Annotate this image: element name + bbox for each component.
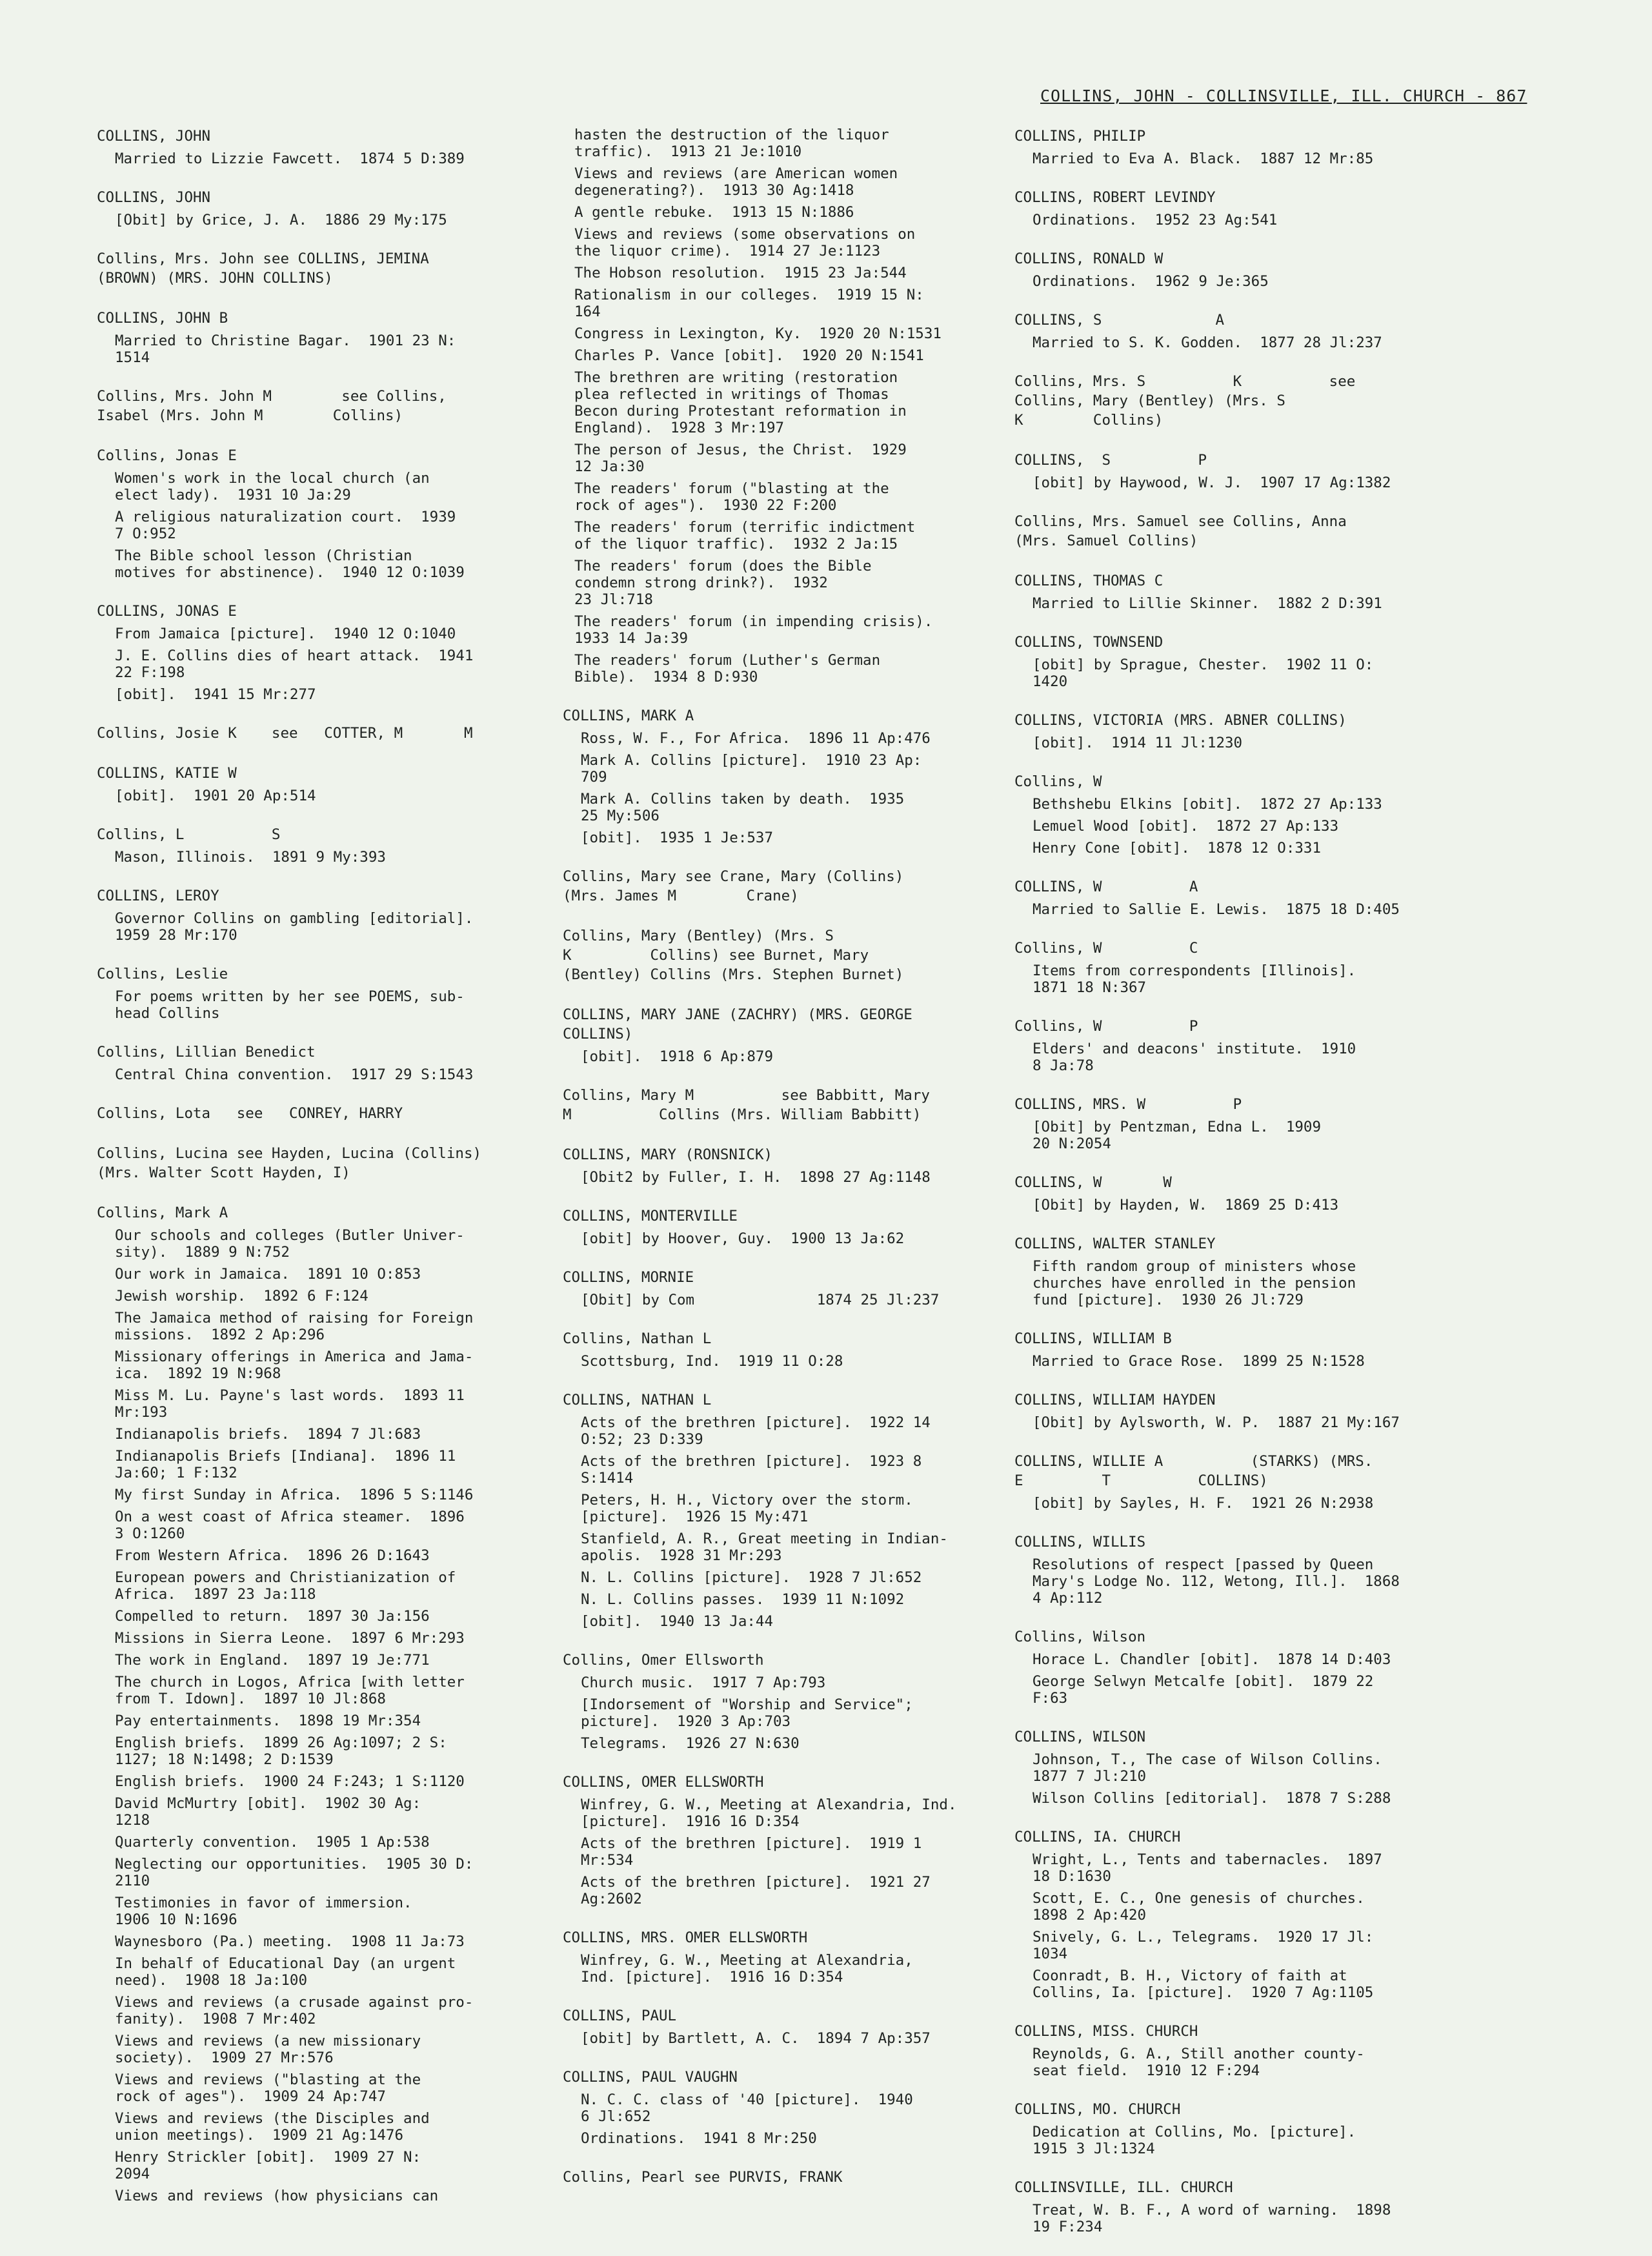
citation-line: Items from correspondents [Illinois]. 1871 18 N:367 <box>1032 962 1356 996</box>
index-entry <box>1014 1329 1518 1370</box>
citation-line: Fifth random group of ministers whose churches have enrolled in the pension fund [picture]. 1930 26 Jl:729 <box>1032 1258 1356 1308</box>
index-entry <box>563 2168 1066 2187</box>
entry-heading: COLLINS, OMER ELLSWORTH <box>563 1774 764 1791</box>
index-entry <box>1014 451 1518 491</box>
citation-line: Mason, Illinois. 1891 9 My:393 <box>115 849 386 866</box>
index-entry <box>1014 310 1518 351</box>
index-entry <box>1014 877 1518 918</box>
citation-line: Bethshebu Elkins [obit]. 1872 27 Ap:133 <box>1032 796 1382 813</box>
entry-heading: Collins, Josie K see COTTER, M M <box>97 725 473 742</box>
entry-heading: COLLINS, MISS. CHURCH <box>1014 2023 1198 2040</box>
index-entry <box>1014 1390 1518 1431</box>
citation-line: Acts of the brethren [picture]. 1922 14 O:52; 23 D:339 <box>581 1414 931 1448</box>
citation-line: David McMurtry [obit]. 1902 30 Ag: 1218 <box>115 1795 421 1829</box>
index-column-2 <box>563 127 1066 2208</box>
citation-line: The brethren are writing (restoration plea reflected in writings of Thomas Becon during Protestant reformation in England). 1928 3 Mr:197 <box>574 369 907 436</box>
citation-line: [obit] by Hoover, Guy. 1900 13 Ja:62 <box>581 1230 905 1247</box>
citation-line: Lemuel Wood [obit]. 1872 27 Ap:133 <box>1032 818 1339 835</box>
citation-line: [Obit] by Aylsworth, W. P. 1887 21 My:167 <box>1032 1414 1400 1431</box>
citation-line: English briefs. 1900 24 F:243; 1 S:1120 <box>115 1773 465 1790</box>
entry-heading: COLLINS, NATHAN L <box>563 1392 712 1408</box>
index-entry <box>1014 372 1518 430</box>
citation-line: A religious naturalization court. 1939 7 O:952 <box>115 509 456 542</box>
entry-heading: Collins, W P <box>1014 1018 1198 1035</box>
index-entry <box>563 1005 1066 1065</box>
index-entry <box>1014 188 1518 229</box>
entry-heading: Collins, Wilson <box>1014 1629 1146 1645</box>
citation-line: Henry Cone [obit]. 1878 12 O:331 <box>1032 840 1322 857</box>
entry-heading: Collins, Pearl see PURVIS, FRANK <box>563 2169 843 2186</box>
index-entry <box>1014 1452 1518 1512</box>
citation-line: hasten the destruction of the liquor traffic). 1913 21 Je:1010 <box>574 127 889 160</box>
entry-heading: COLLINS, JOHN <box>97 189 211 206</box>
citation-line: [Obit] by Hayden, W. 1869 25 D:413 <box>1032 1197 1339 1214</box>
index-entry <box>1014 1532 1518 1607</box>
citation-line: The readers' forum (in impending crisis). 1933 14 Ja:39 <box>574 613 933 647</box>
entry-heading: COLLINS, W W <box>1014 1174 1172 1191</box>
index-entry <box>1014 512 1518 551</box>
citation-line: Ross, W. F., For Africa. 1896 11 Ap:476 <box>581 730 931 747</box>
citation-line: Rationalism in our colleges. 1919 15 N: 164 <box>574 287 924 320</box>
index-entry <box>563 926 1066 984</box>
citation-line: Winfrey, G. W., Meeting at Alexandria, Ind. [picture]. 1916 16 D:354 <box>581 1952 913 1986</box>
entry-heading: COLLINS, PHILIP <box>1014 128 1146 145</box>
entry-heading: COLLINS, PAUL VAUGHN <box>563 2069 738 2086</box>
entry-heading: COLLINS, MO. CHURCH <box>1014 2101 1181 2118</box>
citation-line: Missions in Sierra Leone. 1897 6 Mr:293 <box>115 1630 465 1647</box>
entry-heading: COLLINS, WILLIE A (STARKS) (MRS. E T COLLINS) <box>1014 1453 1373 1489</box>
index-entry <box>563 706 1066 846</box>
entry-heading: COLLINS, WILLIS <box>1014 1534 1146 1550</box>
citation-line: [obit]. 1941 15 Mr:277 <box>115 686 316 703</box>
index-entry <box>563 867 1066 906</box>
citation-line: Compelled to return. 1897 30 Ja:156 <box>115 1608 430 1625</box>
citation-line: Jewish worship. 1892 6 F:124 <box>115 1288 368 1305</box>
citation-line: For poems written by her see POEMS, sub- head Collins <box>115 988 465 1022</box>
citation-line: Mark A. Collins [picture]. 1910 23 Ap: 709 <box>581 752 922 786</box>
citation-line: Waynesboro (Pa.) meeting. 1908 11 Ja:73 <box>115 1933 465 1950</box>
citation-line: The readers' forum ("blasting at the rock of ages"). 1930 22 F:200 <box>574 480 889 514</box>
entry-heading: Collins, W C <box>1014 940 1198 957</box>
index-entry <box>563 1773 1066 1907</box>
entry-heading: COLLINS, WALTER STANLEY <box>1014 1235 1216 1252</box>
citation-line: [obit]. 1940 13 Ja:44 <box>581 1613 774 1630</box>
index-entry <box>1014 1095 1518 1152</box>
index-entry <box>1014 1017 1518 1074</box>
entry-heading: COLLINS, MARY (RONSNICK) <box>563 1146 773 1163</box>
citation-line: Views and reviews (a new missionary society). 1909 27 Mr:576 <box>115 2033 421 2066</box>
entry-heading: Collins, Mary M see Babbitt, Mary M Collins (Mrs. William Babbitt) <box>563 1087 930 1123</box>
citation-line: Married to Grace Rose. 1899 25 N:1528 <box>1032 1353 1365 1370</box>
index-entry <box>1014 249 1518 290</box>
index-entry <box>1014 772 1518 857</box>
citation-line: [obit] by Bartlett, A. C. 1894 7 Ap:357 <box>581 2030 931 2047</box>
citation-line: Horace L. Chandler [obit]. 1878 14 D:403 <box>1032 1651 1391 1668</box>
index-entry <box>563 1928 1066 1986</box>
citation-line: N. L. Collins passes. 1939 11 N:1092 <box>581 1591 905 1608</box>
citation-line: Neglecting our opportunities. 1905 30 D: 2110 <box>115 1856 474 1889</box>
citation-line: [obit] by Haywood, W. J. 1907 17 Ag:1382 <box>1032 474 1391 491</box>
citation-line: [Obit] by Com 1874 25 Jl:237 <box>581 1292 940 1308</box>
citation-line: Acts of the brethren [picture]. 1919 1 Mr:534 <box>581 1835 922 1869</box>
citation-line: Married to Lillie Skinner. 1882 2 D:391 <box>1032 595 1382 612</box>
citation-line: George Selwyn Metcalfe [obit]. 1879 22 F:63 <box>1032 1673 1374 1707</box>
index-entry <box>563 1086 1066 1124</box>
entry-heading: COLLINS, JONAS E <box>97 603 237 620</box>
citation-line: Missionary offerings in America and Jama- ica. 1892 19 N:968 <box>115 1348 474 1382</box>
citation-line: Ordinations. 1962 9 Je:365 <box>1032 273 1269 290</box>
index-entry <box>563 1329 1066 1370</box>
index-entry <box>563 2068 1066 2147</box>
index-entry <box>97 764 600 804</box>
citation-line: A gentle rebuke. 1913 15 N:1886 <box>574 204 854 221</box>
entry-heading: Collins, W <box>1014 773 1102 790</box>
entry-heading: COLLINS, W A <box>1014 879 1198 895</box>
citation-line: Views and reviews (a crusade against pro- fanity). 1908 7 Mr:402 <box>115 1994 474 2027</box>
citation-line: [Obit] by Pentzman, Edna L. 1909 20 N:2054 <box>1032 1119 1322 1152</box>
citation-line: [Obit2 by Fuller, I. H. 1898 27 Ag:1148 <box>581 1169 931 1186</box>
entry-heading: Collins, Lota see CONREY, HARRY <box>97 1105 403 1122</box>
index-entry <box>563 1268 1066 1308</box>
entry-heading: Collins, Lucina see Hayden, Lucina (Collins) (Mrs. Walter Scott Hayden, I) <box>97 1145 482 1181</box>
citation-line: [obit]. 1901 20 Ap:514 <box>115 788 316 804</box>
entry-heading: COLLINS, MRS. W P <box>1014 1096 1242 1113</box>
citation-line: Views and reviews ("blasting at the rock of ages"). 1909 24 Ap:747 <box>115 2071 421 2105</box>
entry-heading: COLLINS, KATIE W <box>97 765 237 782</box>
index-entry <box>97 1203 600 2204</box>
citation-line: The Hobson resolution. 1915 23 Ja:544 <box>574 265 907 281</box>
citation-line: Views and reviews (the Disciples and union meetings). 1909 21 Ag:1476 <box>115 2110 430 2144</box>
citation-line: Scottsburg, Ind. 1919 11 O:28 <box>581 1353 843 1370</box>
entry-heading: COLLINS, TOWNSEND <box>1014 634 1163 651</box>
citation-line: [Indorsement of "Worship and Service"; picture]. 1920 3 Ap:703 <box>581 1696 913 1730</box>
entry-heading: Collins, Mary (Bentley) (Mrs. S K Collins) see Burnet, Mary (Bentley) Collins (Mrs. Stephen Burnet) <box>563 928 904 983</box>
index-entry <box>563 1206 1066 1247</box>
citation-line: Elders' and deacons' institute. 1910 8 Ja:78 <box>1032 1041 1356 1074</box>
citation-line: Women's work in the local church (an elect lady). 1931 10 Ja:29 <box>115 470 430 503</box>
citation-line: Congress in Lexington, Ky. 1920 20 N:1531 <box>574 325 942 342</box>
entry-heading: COLLINS, JOHN B <box>97 310 228 327</box>
entry-heading: Collins, Mrs. Samuel see Collins, Anna (Mrs. Samuel Collins) <box>1014 513 1347 549</box>
citation-line: The readers' forum (Luther's German Bible). 1934 8 D:930 <box>574 652 881 686</box>
index-entry <box>97 249 600 288</box>
index-entry <box>1014 2178 1518 2235</box>
entry-heading: Collins, Mrs. John M see Collins, Isabel (Mrs. John M Collins) <box>97 388 447 424</box>
citation-line: The readers' forum (does the Bible condemn strong drink?). 1932 23 Jl:718 <box>574 558 872 608</box>
index-entry <box>97 1144 600 1183</box>
entry-heading: Collins, Mrs. John see COLLINS, JEMINA (BROWN) (MRS. JOHN COLLINS) <box>97 250 429 287</box>
entry-heading: COLLINS, VICTORIA (MRS. ABNER COLLINS) <box>1014 712 1347 729</box>
index-entry <box>1014 2022 1518 2079</box>
entry-heading: Collins, Leslie <box>97 966 228 982</box>
entry-heading: COLLINS, MRS. OMER ELLSWORTH <box>563 1929 808 1946</box>
citation-line: Married to Lizzie Fawcett. 1874 5 D:389 <box>115 150 465 167</box>
index-entry <box>97 188 600 229</box>
citation-line: Quarterly convention. 1905 1 Ap:538 <box>115 1834 430 1851</box>
citation-line: Married to Eva A. Black. 1887 12 Mr:85 <box>1032 150 1374 167</box>
index-entry <box>97 964 600 1022</box>
citation-line: Wright, L., Tents and tabernacles. 1897 18 D:1630 <box>1032 1851 1382 1885</box>
citation-line: J. E. Collins dies of heart attack. 1941 22 F:198 <box>115 647 474 681</box>
index-entry <box>1014 127 1518 167</box>
citation-line: Coonradt, B. H., Victory of faith at Collins, Ia. [picture]. 1920 7 Ag:1105 <box>1032 1967 1374 2001</box>
index-column-3 <box>1014 127 1518 2256</box>
citation-line: [Obit] by Grice, J. A. 1886 29 My:175 <box>115 212 447 229</box>
citation-line: Johnson, T., The case of Wilson Collins. 1877 7 Jl:210 <box>1032 1751 1382 1785</box>
citation-line: Winfrey, G. W., Meeting at Alexandria, Ind. [picture]. 1916 16 D:354 <box>581 1796 957 1830</box>
index-entry <box>97 1104 600 1123</box>
index-entry <box>563 1651 1066 1752</box>
entry-heading: COLLINS, S A <box>1014 312 1225 329</box>
entry-heading: COLLINS, WILLIAM B <box>1014 1330 1172 1347</box>
index-entry <box>97 309 600 366</box>
citation-line: On a west coast of Africa steamer. 1896 3 O:1260 <box>115 1509 465 1542</box>
index-entry <box>1014 1173 1518 1214</box>
citation-line: Married to S. K. Godden. 1877 28 Jl:237 <box>1032 334 1382 351</box>
index-entry <box>97 387 600 425</box>
entry-heading: COLLINSVILLE, ILL. CHURCH <box>1014 2179 1233 2196</box>
entry-heading: Collins, L S <box>97 826 281 843</box>
citation-line: The Bible school lesson (Christian motives for abstinence). 1940 12 O:1039 <box>115 547 465 581</box>
citation-line: Our work in Jamaica. 1891 10 O:853 <box>115 1266 421 1283</box>
entry-heading: Collins, Mark A <box>97 1204 228 1221</box>
citation-line: N. L. Collins [picture]. 1928 7 Jl:652 <box>581 1569 922 1586</box>
index-entry <box>563 1145 1066 1186</box>
entry-heading: Collins, Mary see Crane, Mary (Collins) (Mrs. James M Crane) <box>563 868 904 904</box>
citation-line: Dedication at Collins, Mo. [picture]. 1915 3 Jl:1324 <box>1032 2124 1356 2157</box>
entry-heading: COLLINS, THOMAS C <box>1014 573 1163 589</box>
entry-heading: COLLINS, WILSON <box>1014 1729 1146 1745</box>
citation-line: Views and reviews (some observations on the liquor crime). 1914 27 Je:1123 <box>574 226 916 259</box>
entry-heading: COLLINS, MARY JANE (ZACHRY) (MRS. GEORGE COLLINS) <box>563 1006 912 1042</box>
index-entry <box>563 2006 1066 2047</box>
entry-heading: COLLINS, IA. CHURCH <box>1014 1829 1181 1845</box>
index-entry <box>97 446 600 581</box>
citation-line: Acts of the brethren [picture]. 1921 27 Ag:2602 <box>581 1874 931 1907</box>
citation-line: Snively, G. L., Telegrams. 1920 17 Jl: 1034 <box>1032 1929 1374 1962</box>
entry-heading: Collins, Omer Ellsworth <box>563 1652 764 1669</box>
citation-line: From Western Africa. 1896 26 D:1643 <box>115 1547 430 1564</box>
citation-line: Henry Strickler [obit]. 1909 27 N: 2094 <box>115 2149 421 2182</box>
citation-line: Telegrams. 1926 27 N:630 <box>581 1735 800 1752</box>
entry-heading: Collins, Nathan L <box>563 1330 712 1347</box>
citation-line: Mark A. Collins taken by death. 1935 25 My:506 <box>581 791 905 824</box>
index-entry <box>563 127 1066 686</box>
citation-line: The church in Logos, Africa [with letter from T. Idown]. 1897 10 Jl:868 <box>115 1674 465 1707</box>
index-entry <box>1014 1627 1518 1707</box>
citation-line: Central China convention. 1917 29 S:1543 <box>115 1066 474 1083</box>
citation-line: Pay entertainments. 1898 19 Mr:354 <box>115 1712 421 1729</box>
citation-line: Treat, W. B. F., A word of warning. 1898 19 F:234 <box>1032 2202 1391 2235</box>
citation-line: Views and reviews (how physicians can <box>115 2188 439 2204</box>
citation-line: Married to Christine Bagar. 1901 23 N: 1514 <box>115 332 456 366</box>
page-header: COLLINS, JOHN - COLLINSVILLE, ILL. CHURCH - 867 <box>1040 86 1527 105</box>
citation-line: Ordinations. 1941 8 Mr:250 <box>581 2130 817 2147</box>
index-entry <box>97 825 600 866</box>
entry-heading: COLLINS, JOHN <box>97 128 211 145</box>
index-entry <box>1014 1234 1518 1308</box>
citation-line: European powers and Christianization of Africa. 1897 23 Ja:118 <box>115 1569 456 1603</box>
citation-line: [obit] by Sayles, H. F. 1921 26 N:2938 <box>1032 1495 1374 1512</box>
citation-line: [obit]. 1935 1 Je:537 <box>581 829 774 846</box>
citation-line: [obit]. 1918 6 Ap:879 <box>581 1048 774 1065</box>
index-entry <box>563 1390 1066 1630</box>
citation-line: Stanfield, A. R., Great meeting in Indian- apolis. 1928 31 Mr:293 <box>581 1530 948 1564</box>
citation-line: Indianapolis Briefs [Indiana]. 1896 11 Ja:60; 1 F:132 <box>115 1448 456 1481</box>
citation-line: Miss M. Lu. Payne's last words. 1893 11 Mr:193 <box>115 1387 465 1421</box>
citation-line: The readers' forum (terrific indictment of the liquor traffic). 1932 2 Ja:15 <box>574 519 916 553</box>
index-entry <box>97 1042 600 1083</box>
citation-line: Views and reviews (are American women degenerating?). 1913 30 Ag:1418 <box>574 165 898 199</box>
index-entry <box>1014 711 1518 751</box>
citation-line: English briefs. 1899 26 Ag:1097; 2 S: 1127; 18 N:1498; 2 D:1539 <box>115 1734 447 1768</box>
citation-line: Testimonies in favor of immersion. 1906 10 N:1696 <box>115 1895 412 1928</box>
citation-line: Church music. 1917 7 Ap:793 <box>581 1674 826 1691</box>
citation-line: [obit] by Sprague, Chester. 1902 11 O: 1420 <box>1032 656 1374 690</box>
citation-line: Our schools and colleges (Butler Univer- sity). 1889 9 N:752 <box>115 1227 465 1261</box>
index-entry <box>1014 939 1518 996</box>
citation-line: Peters, H. H., Victory over the storm. [picture]. 1926 15 My:471 <box>581 1492 913 1525</box>
entry-heading: Collins, Jonas E <box>97 447 237 464</box>
citation-line: Acts of the brethren [picture]. 1923 8 S:1414 <box>581 1453 922 1487</box>
entry-heading: Collins, Mrs. S K see Collins, Mary (Bentley) (Mrs. S K Collins) <box>1014 373 1356 429</box>
index-entry <box>97 886 600 944</box>
index-entry <box>1014 2100 1518 2157</box>
entry-heading: COLLINS, LEROY <box>97 888 219 904</box>
entry-heading: Collins, Lillian Benedict <box>97 1044 316 1061</box>
citation-line: Charles P. Vance [obit]. 1920 20 N:1541 <box>574 347 924 364</box>
citation-line: Indianapolis briefs. 1894 7 Jl:683 <box>115 1426 421 1443</box>
citation-line: In behalf of Educational Day (an urgent need). 1908 18 Ja:100 <box>115 1955 456 1989</box>
entry-heading: COLLINS, MONTERVILLE <box>563 1208 738 1225</box>
entry-heading: COLLINS, S P <box>1014 452 1207 469</box>
citation-line: N. C. C. class of '40 [picture]. 1940 6 Jl:652 <box>581 2091 913 2125</box>
entry-heading: COLLINS, ROBERT LEVINDY <box>1014 189 1216 206</box>
citation-line: The person of Jesus, the Christ. 1929 12 Ja:30 <box>574 442 907 475</box>
citation-line: The Jamaica method of raising for Foreign missions. 1892 2 Ap:296 <box>115 1310 474 1343</box>
index-entry <box>97 127 600 167</box>
citation-line: Scott, E. C., One genesis of churches. 1898 2 Ap:420 <box>1032 1890 1365 1924</box>
index-entry <box>1014 1827 1518 2001</box>
citation-line: Ordinations. 1952 23 Ag:541 <box>1032 212 1278 229</box>
citation-line: From Jamaica [picture]. 1940 12 O:1040 <box>115 625 456 642</box>
citation-line: Married to Sallie E. Lewis. 1875 18 D:405 <box>1032 901 1400 918</box>
citation-line: Reynolds, G. A., Still another county- seat field. 1910 12 F:294 <box>1032 2046 1365 2079</box>
entry-heading: COLLINS, MORNIE <box>563 1269 694 1286</box>
entry-heading: COLLINS, RONALD W <box>1014 250 1163 267</box>
citation-line: Governor Collins on gambling [editorial]. 1959 28 Mr:170 <box>115 910 474 944</box>
entry-heading: COLLINS, PAUL <box>563 2007 677 2024</box>
citation-line: Resolutions of respect [passed by Queen Mary's Lodge No. 112, Wetong, Ill.]. 1868 4 Ap:112 <box>1032 1556 1400 1607</box>
index-entry <box>97 602 600 703</box>
citation-line: [obit]. 1914 11 Jl:1230 <box>1032 735 1243 751</box>
index-entry <box>1014 1727 1518 1807</box>
citation-line: The work in England. 1897 19 Je:771 <box>115 1652 430 1669</box>
citation-line: My first Sunday in Africa. 1896 5 S:1146 <box>115 1487 474 1503</box>
entry-heading: COLLINS, WILLIAM HAYDEN <box>1014 1392 1216 1408</box>
index-column-1 <box>97 127 600 2225</box>
index-entry <box>1014 571 1518 612</box>
entry-heading: COLLINS, MARK A <box>563 707 694 724</box>
index-entry <box>97 724 600 743</box>
index-entry <box>1014 633 1518 690</box>
citation-line: Wilson Collins [editorial]. 1878 7 S:288 <box>1032 1790 1391 1807</box>
